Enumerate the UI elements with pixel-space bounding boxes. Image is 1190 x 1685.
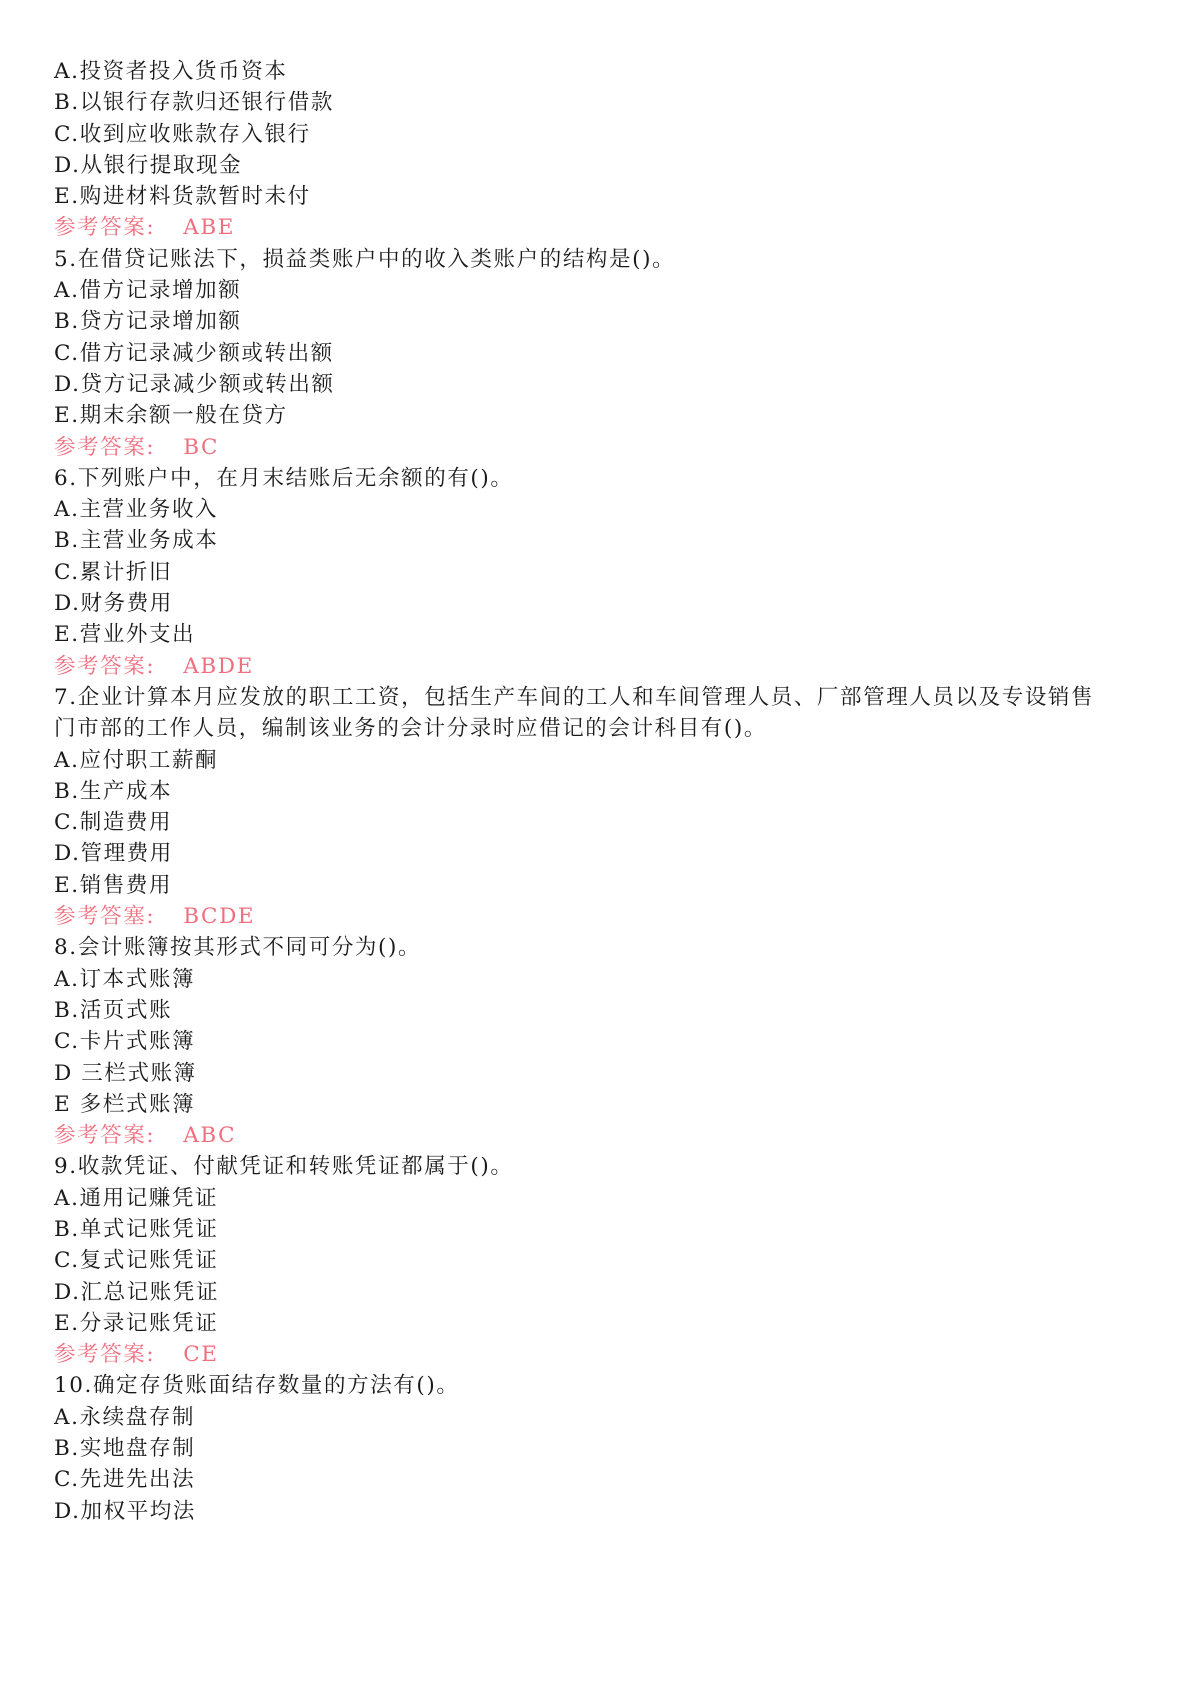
answer-label: 参考答案: — [54, 215, 156, 241]
answer-label: 参考答案: — [54, 1342, 156, 1368]
option-line: C.卡片式账簿 — [54, 1029, 196, 1055]
option-line: C.借方记录减少额或转出额 — [54, 340, 334, 366]
answer-line — [54, 901, 1144, 932]
question-line: 9.收款凭证、付献凭证和转账凭证都属于()。 — [54, 1154, 514, 1180]
answer-value: ABDE — [183, 653, 254, 679]
answer-line — [54, 651, 1144, 682]
option-line: A.借方记录增加额 — [54, 278, 242, 304]
option-line: B.以银行存款归还银行借款 — [54, 90, 334, 116]
option-line: B.实地盘存制 — [54, 1436, 196, 1462]
answer-value: BCDE — [183, 904, 256, 930]
answer-line — [54, 1120, 1144, 1151]
question-line: 10.确定存货账面结存数量的方法有()。 — [54, 1373, 460, 1399]
option-line: C.先进先出法 — [54, 1467, 196, 1493]
option-line: C.收到应收账款存入银行 — [54, 121, 311, 147]
answer-line — [54, 1339, 1144, 1370]
answer-value: ABE — [183, 215, 236, 241]
option-line: D 三栏式账簿 — [54, 1060, 197, 1086]
option-line: B.活页式账 — [54, 997, 173, 1023]
answer-label: 参考答案: — [54, 1123, 156, 1149]
answer-value: BC — [183, 434, 220, 460]
answer-line — [54, 432, 1144, 463]
option-line: E.营业外支出 — [54, 622, 196, 648]
option-line: A.应付职工薪酮 — [54, 747, 219, 773]
answer-value: ABC — [183, 1123, 237, 1149]
answer-label: 参考答案: — [54, 434, 156, 460]
question-line: 门市部的工作人员，编制该业务的会计分录时应借记的会计科目有()。 — [54, 716, 767, 742]
option-line: E.购进材料货款暂时未付 — [54, 184, 311, 210]
option-line: D.财务费用 — [54, 591, 173, 617]
option-line: D.汇总记账凭证 — [54, 1279, 220, 1305]
question-line: 6.下列账户中，在月末结账后无余额的有()。 — [54, 465, 514, 491]
question-line: 5.在借贷记账法下，损益类账户中的收入类账户的结构是()。 — [54, 246, 676, 272]
option-line: B.生产成本 — [54, 778, 173, 804]
option-line: E.销售费用 — [54, 872, 173, 898]
option-line: B.主营业务成本 — [54, 528, 219, 554]
option-line: A.通用记赚凭证 — [54, 1185, 219, 1211]
option-line: A.永续盘存制 — [54, 1404, 196, 1430]
option-line: A.订本式账簿 — [54, 966, 196, 992]
question-line: 8.会计账簿按其形式不同可分为()。 — [54, 935, 422, 961]
option-line: D.从银行提取现金 — [54, 152, 243, 178]
answer-label: 参考答塞: — [54, 904, 156, 930]
answer-line — [54, 212, 1144, 243]
answer-label: 参考答案: — [54, 653, 156, 679]
option-line: C.制造费用 — [54, 810, 173, 836]
option-line: E.分录记账凭证 — [54, 1310, 219, 1336]
option-line: A.投资者投入货币资本 — [54, 59, 288, 84]
option-line: C.累计折旧 — [54, 559, 173, 585]
option-line: D.加权平均法 — [54, 1498, 197, 1524]
option-line: E.期末余额一般在贷方 — [54, 403, 288, 429]
question-line: 7.企业计算本月应发放的职工工资，包括生产车间的工人和车间管理人员、厂部管理人员以及专设销售 — [54, 684, 1095, 710]
option-line: C.复式记账凭证 — [54, 1248, 219, 1274]
answer-value: CE — [183, 1342, 219, 1368]
option-line: A.主营业务收入 — [54, 497, 219, 523]
document-body — [54, 56, 1144, 1527]
option-line: D.贷方记录减少额或转出额 — [54, 371, 335, 397]
option-line: D.管理费用 — [54, 841, 173, 867]
option-line: B.单式记账凭证 — [54, 1216, 219, 1242]
option-line: B.贷方记录增加额 — [54, 309, 242, 335]
option-line: E 多栏式账簿 — [54, 1091, 196, 1117]
